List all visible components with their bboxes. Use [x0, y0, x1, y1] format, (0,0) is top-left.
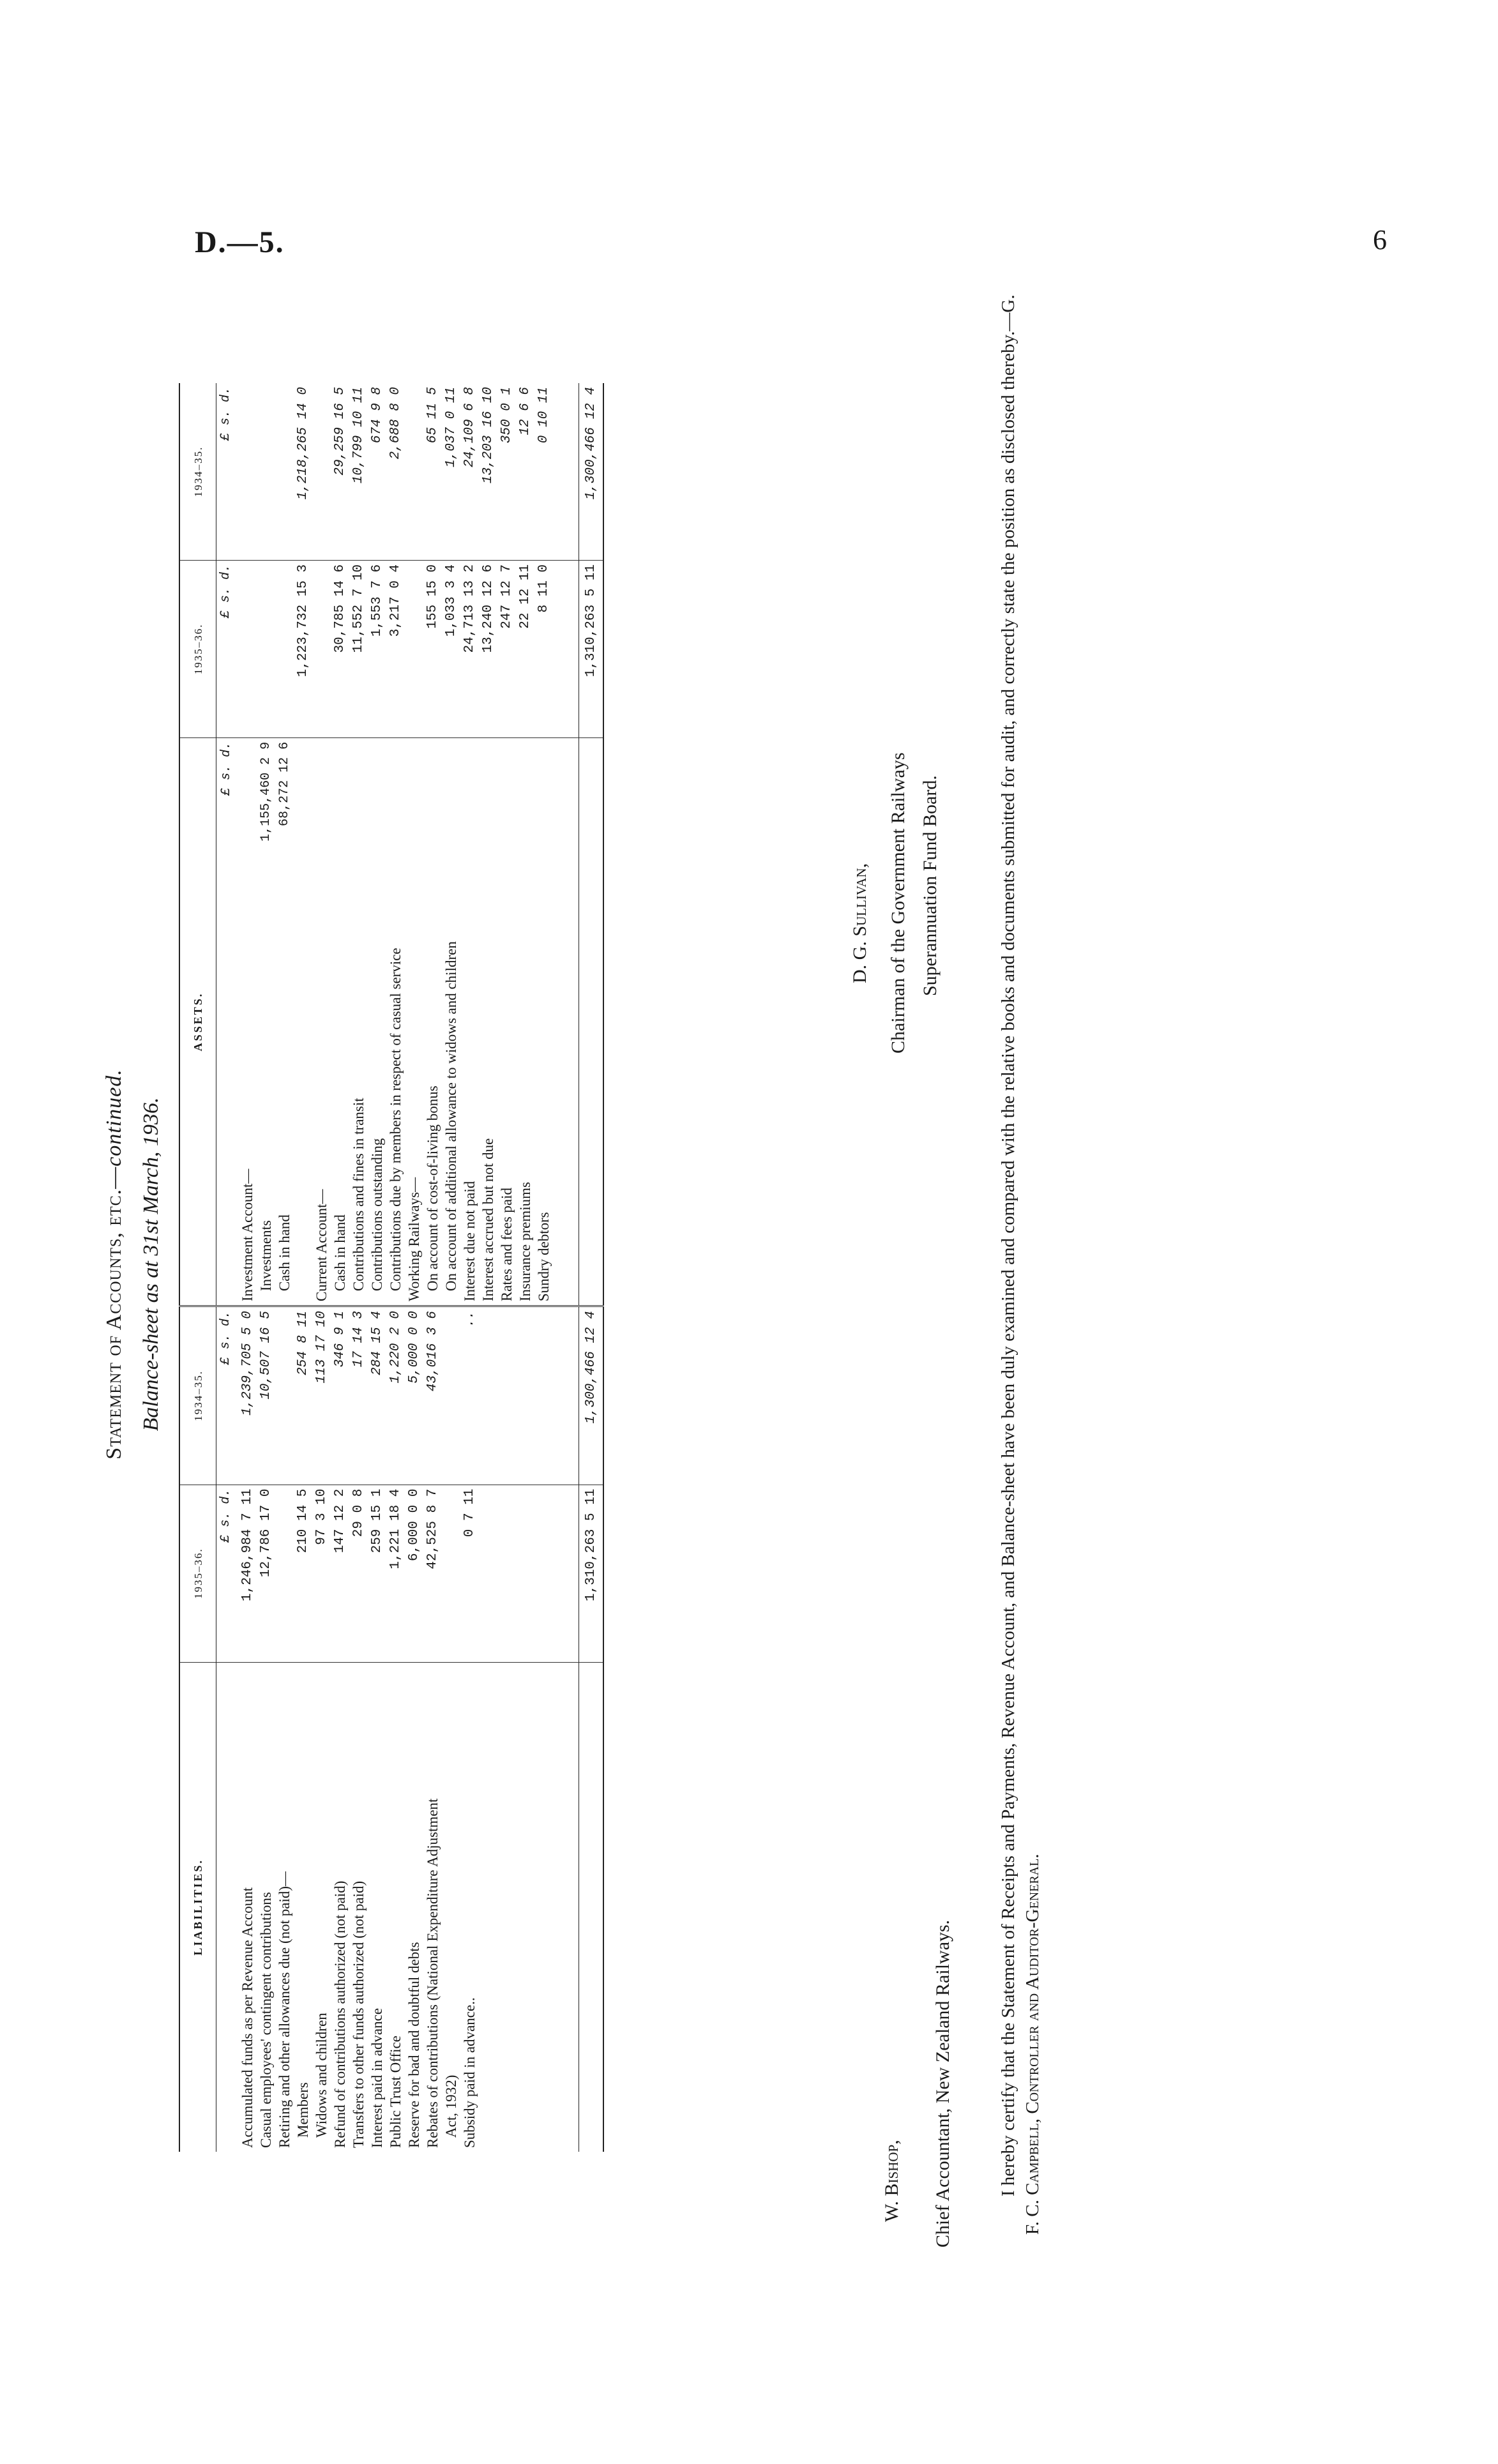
table-row [238, 383, 257, 2152]
asset-1935-36: 1,223,732 15 3 [294, 560, 312, 737]
asset-1934-35: 350 0 1 [497, 383, 516, 560]
asset-label [405, 737, 423, 1306]
unit-label: £ s. d. [219, 741, 234, 796]
asset-1935-36: 1,553 7 6 [368, 560, 386, 737]
empty-cell [497, 1662, 516, 2152]
asset-label-text: Current Account— [314, 1189, 329, 1302]
table-row [368, 383, 386, 2152]
assets-total-1934-35: 1,300,466 12 4 [579, 383, 604, 560]
asset-label-text: Sundry debtors [536, 1212, 552, 1302]
liability-1934-35: 10,507 16 5 [257, 1306, 275, 1485]
asset-1934-35: 29,259 16 5 [331, 383, 349, 560]
col-1934-35-assets: 1934–35. [179, 383, 216, 560]
liability-1934-35: 5,000 0 0 [405, 1306, 423, 1485]
asset-1935-36: 1,033 3 4 [442, 560, 460, 737]
asset-label [423, 737, 442, 1306]
page-number: 6 [1373, 224, 1387, 255]
liability-label: Members [295, 2082, 311, 2138]
asset-label-text: Working Railways— [406, 1177, 422, 1302]
liabilities-total-1934-35: 1,300,466 12 4 [579, 1306, 604, 1485]
signatory-name-right: D. G. Sullivan, [849, 863, 870, 983]
signatory-title-right: Chairman of the Government Railways [888, 752, 909, 1054]
liability-1935-36: 42,525 8 7 [423, 1485, 442, 1662]
liability-1935-36: 97 3 10 [312, 1485, 331, 1662]
asset-label [275, 737, 294, 1306]
liability-1934-35 [275, 1306, 294, 1485]
table-row [312, 383, 331, 2152]
assets-header: ASSETS. [179, 737, 216, 1306]
asset-1934-35: 2,688 8 0 [386, 383, 405, 560]
table-row [516, 383, 534, 2152]
asset-1935-36: 24,713 13 2 [460, 560, 479, 737]
unit-label: £ s. d. [216, 1306, 239, 1485]
empty-cell [479, 1662, 497, 2152]
asset-1934-35 [405, 383, 423, 560]
asset-label [442, 737, 460, 1306]
col-1934-35-liab: 1934–35. [179, 1306, 216, 1485]
asset-1934-35: 1,037 0 11 [442, 383, 460, 560]
liability-1934-35: 1,239,705 5 0 [238, 1306, 257, 1485]
asset-label [312, 737, 331, 1306]
asset-1935-36: 11,552 7 10 [349, 560, 368, 737]
liability-label: Transfers to other funds authorized (not paid) [351, 1880, 367, 2148]
liability-label: Retiring and other allowances due (not paid)— [276, 1871, 292, 2148]
asset-label-text: Interest accrued but not due [480, 1138, 496, 1302]
asset-label-text: Investments [258, 1220, 274, 1292]
col-1935-36-liab: 1935–36. [179, 1485, 216, 1662]
asset-1935-36 [312, 560, 331, 737]
asset-1934-35: 1,218,265 14 0 [294, 383, 312, 560]
liability-1934-35: 113 17 10 [312, 1306, 331, 1485]
asset-label-text: Insurance premiums [517, 1182, 533, 1302]
asset-label [368, 737, 386, 1306]
asset-label [238, 737, 257, 1306]
asset-1934-35 [257, 383, 275, 560]
asset-1935-36 [405, 560, 423, 737]
liability-1934-35: 17 14 3 [349, 1306, 368, 1485]
asset-1935-36: 30,785 14 6 [331, 560, 349, 737]
empty-cell [534, 1485, 553, 1662]
liability-label: Subsidy paid in advance.. [462, 1997, 478, 2148]
table-row [275, 383, 294, 2152]
balance-sheet-table [179, 383, 604, 2152]
liability-label: Interest paid in advance [369, 2007, 385, 2148]
asset-1935-36: 8 11 0 [534, 560, 553, 737]
balance-sheet [89, 281, 1124, 2248]
liability-1935-36 [442, 1485, 460, 1662]
col-1935-36-assets: 1935–36. [179, 560, 216, 737]
liability-label: Casual employees' contingent contributions [258, 1892, 274, 2148]
asset-label-text: Interest due not paid [462, 1181, 478, 1302]
unit-label: £ s. d. [216, 1485, 239, 1662]
asset-1934-35: 0 10 11 [534, 383, 553, 560]
liability-1934-35: 43,016 3 6 [423, 1306, 442, 1485]
table-row [257, 383, 275, 2152]
asset-1934-35: 10,799 10 11 [349, 383, 368, 560]
table-row [534, 383, 553, 2152]
liabilities-total-1935-36: 1,310,263 5 11 [579, 1485, 604, 1662]
liability-1935-36: 6,000 0 0 [405, 1485, 423, 1662]
asset-label-text: Contributions and fines in transit [351, 1098, 367, 1292]
page-reference: D.—5. [195, 225, 285, 259]
audit-certificate: I hereby certify that the Statement of Receipts and Payments, Revenue Account, and Balance-sheet have been duly examined and compared with the relative books and documents submitted for audit, and correctly state the position as disclosed thereby.—G. F. C. Campbell, Controller and Auditor-General. [998, 294, 1043, 2235]
asset-1935-36: 155 15 0 [423, 560, 442, 737]
empty-cell [497, 1485, 516, 1662]
asset-label [516, 737, 534, 1306]
asset-label [386, 737, 405, 1306]
table-row [479, 383, 497, 2152]
table-row [497, 383, 516, 2152]
asset-1934-35 [312, 383, 331, 560]
empty-cell [479, 1485, 497, 1662]
liability-1934-35: 346 9 1 [331, 1306, 349, 1485]
unit-label: £ s. d. [216, 383, 239, 560]
table-row [349, 383, 368, 2152]
empty-cell [516, 1485, 534, 1662]
asset-label [460, 737, 479, 1306]
asset-label-text: Rates and fees paid [499, 1187, 515, 1302]
asset-subamount: 1,155,460 2 9 [259, 741, 273, 842]
asset-label-text: On account of cost-of-living bonus [425, 1085, 441, 1292]
asset-label-text: On account of additional allowance to widows and children [443, 941, 459, 1292]
liability-label: Widows and children [314, 2013, 329, 2138]
asset-label-text: Investment Account— [239, 1168, 255, 1302]
signatory-title-right: Superannuation Fund Board. [919, 775, 941, 996]
liability-1934-35: 284 15 4 [368, 1306, 386, 1485]
liability-1934-35: 254 8 11 [294, 1306, 312, 1485]
liability-1935-36: 12,786 17 0 [257, 1485, 275, 1662]
liability-1935-36: 0 7 11 [460, 1485, 479, 1662]
empty-cell [479, 1306, 497, 1485]
liability-label: Refund of contributions authorized (not paid) [332, 1880, 348, 2148]
auditor-name: G. F. C. Campbell, Controller and Auditor-General. [998, 294, 1043, 2235]
table-body [216, 383, 604, 2152]
asset-1935-36 [257, 560, 275, 737]
liability-1934-35 [442, 1306, 460, 1485]
liability-1935-36: 147 12 2 [331, 1485, 349, 1662]
table-row [460, 383, 479, 2152]
empty-cell [497, 1306, 516, 1485]
liability-1934-35: 1,220 2 0 [386, 1306, 405, 1485]
empty-cell [534, 1662, 553, 2152]
liability-label: Accumulated funds as per Revenue Account [239, 1887, 255, 2148]
liabilities-header: LIABILITIES. [179, 1662, 216, 2152]
asset-1934-35: 12 6 6 [516, 383, 534, 560]
empty-cell [516, 1306, 534, 1485]
liability-1935-36: 1,221 18 4 [386, 1485, 405, 1662]
asset-label [331, 737, 349, 1306]
asset-1934-35: 65 11 5 [423, 383, 442, 560]
asset-label [257, 737, 275, 1306]
liability-label: Reserve for bad and doubtful debts [406, 1942, 422, 2148]
liability-label: Rebates of contributions (National Expenditure Adjustment [425, 1798, 441, 2148]
asset-1935-36: 13,240 12 6 [479, 560, 497, 737]
liability-1934-35: .. [460, 1306, 479, 1485]
asset-1935-36 [238, 560, 257, 737]
liability-1935-36: 259 15 1 [368, 1485, 386, 1662]
asset-label [534, 737, 553, 1306]
table-row [442, 383, 460, 2152]
asset-label-text: Cash in hand [332, 1214, 348, 1292]
table-row [294, 383, 312, 2152]
table-row [423, 383, 442, 2152]
balance-sheet-subtitle: Balance-sheet as at 31st March, 1936. [139, 1097, 163, 1432]
table-row [386, 383, 405, 2152]
asset-1934-35 [238, 383, 257, 560]
liability-1935-36: 210 14 5 [294, 1485, 312, 1662]
asset-label-text: Contributions outstanding [369, 1138, 385, 1292]
table-row [331, 383, 349, 2152]
empty-cell [534, 1306, 553, 1485]
table-row [405, 383, 423, 2152]
asset-label [349, 737, 368, 1306]
asset-1935-36: 247 12 7 [497, 560, 516, 737]
unit-label: £ s. d. [216, 560, 239, 737]
asset-label [497, 737, 516, 1306]
empty-cell [516, 1662, 534, 2152]
asset-1935-36 [275, 560, 294, 737]
liability-label: Act, 1932) [443, 2075, 459, 2138]
statement-title: Statement of Accounts, etc.—continued. [102, 1069, 126, 1460]
signatory-title-left: Chief Accountant, New Zealand Railways. [932, 1919, 953, 2248]
asset-label-text: Cash in hand [276, 1214, 292, 1292]
asset-1935-36: 22 12 11 [516, 560, 534, 737]
asset-1935-36: 3,217 0 4 [386, 560, 405, 737]
liability-1935-36: 1,246,984 7 11 [238, 1485, 257, 1662]
signatory-name-left: W. Bishop, [881, 2140, 902, 2222]
asset-1934-35 [275, 383, 294, 560]
asset-label [294, 737, 312, 1306]
asset-1934-35: 24,109 6 8 [460, 383, 479, 560]
asset-label-text: Contributions due by members in respect of casual service [388, 948, 404, 1292]
totals-row [579, 383, 604, 2152]
asset-1934-35: 674 9 8 [368, 383, 386, 560]
liability-label: Public Trust Office [388, 2036, 404, 2148]
liability-1935-36: 29 0 8 [349, 1485, 368, 1662]
liability-1935-36 [275, 1485, 294, 1662]
assets-total-1935-36: 1,310,263 5 11 [579, 560, 604, 737]
asset-1934-35: 13,203 16 10 [479, 383, 497, 560]
asset-subamount: 68,272 12 6 [277, 741, 292, 826]
asset-label [479, 737, 497, 1306]
